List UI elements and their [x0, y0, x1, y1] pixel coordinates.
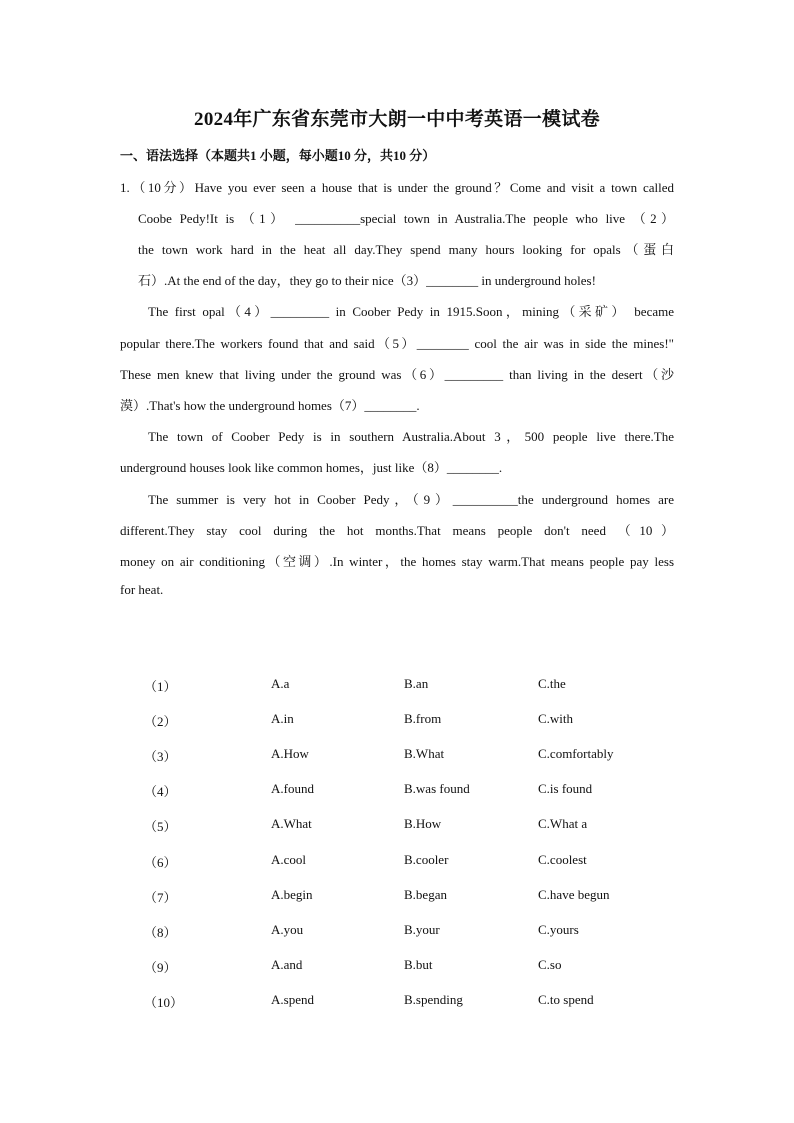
question-number: （1） [144, 679, 177, 694]
option-b: B.your [404, 922, 440, 937]
option-b: B.an [404, 676, 429, 691]
option-a: A.in [271, 711, 294, 726]
passage-line-14: for heat. [120, 582, 164, 597]
passage-line-7: These men knew that living under the ground was（6）_________ than living in the desert（沙 [120, 367, 674, 382]
option-c: C.so [538, 957, 562, 972]
passage-line-4: 石）.At the end of the day，they go to their nice（3）________ in underground holes! [138, 273, 596, 288]
passage-line-11: The summer is very hot in Coober Pedy，（9）__________the underground homes are [148, 492, 674, 507]
question-number: （8） [144, 925, 177, 940]
option-c: C.with [538, 711, 574, 726]
option-row [0, 816, 794, 836]
option-a: A.you [271, 922, 304, 937]
option-row [0, 887, 794, 907]
option-c: C.What a [538, 816, 588, 831]
passage-line-8: 漠）.That's how the underground homes（7）________. [120, 398, 420, 413]
option-b: B.spending [404, 992, 463, 1007]
option-b: B.cooler [404, 852, 449, 867]
option-a: A.What [271, 816, 312, 831]
passage-line-5: The first opal（4）_________ in Coober Pedy in 1915.Soon，mining（采矿） became [148, 304, 674, 319]
passage-line-12: different.They stay cool during the hot months.That means people don't need （10） [120, 523, 674, 538]
option-a: A.begin [271, 887, 313, 902]
option-row [0, 992, 794, 1012]
passage-line-13: money on air conditioning（空调）.In winter，the homes stay warm.That means people pay less [120, 554, 674, 569]
option-a: A.found [271, 781, 314, 796]
question-number: （6） [144, 855, 177, 870]
option-c: C.the [538, 676, 566, 691]
option-b: B.began [404, 887, 447, 902]
option-b: B.but [404, 957, 433, 972]
option-row [0, 711, 794, 731]
passage-line-9: The town of Coober Pedy is in southern Australia.About 3，500 people live there.The [148, 429, 674, 444]
passage-line-10: underground houses look like common homes，just like（8）________. [120, 460, 503, 475]
passage-line-3: the town work hard in the heat all day.They spend many hours looking for opals（蛋白 [138, 242, 674, 257]
option-c: C.comfortably [538, 746, 614, 761]
passage-line-6: popular there.The workers found that and said（5）________ cool the air was in side the mines!" [120, 336, 674, 351]
option-b: B.from [404, 711, 442, 726]
option-c: C.yours [538, 922, 579, 937]
option-b: B.What [404, 746, 445, 761]
option-c: C.is found [538, 781, 593, 796]
option-row [0, 957, 794, 977]
option-row [0, 676, 794, 696]
option-a: A.spend [271, 992, 314, 1007]
option-row [0, 746, 794, 766]
option-row [0, 852, 794, 872]
option-a: A.cool [271, 852, 307, 867]
option-a: A.and [271, 957, 303, 972]
exam-title: 2024年广东省东莞市大朗一中中考英语一模试卷 [194, 109, 600, 130]
option-b: B.was found [404, 781, 470, 796]
option-a: A.a [271, 676, 290, 691]
option-row [0, 922, 794, 942]
question-number: （2） [144, 714, 177, 729]
option-c: C.have begun [538, 887, 610, 902]
option-a: A.How [271, 746, 309, 761]
section-heading: 一、语法选择（本题共1 小题，每小题10 分，共10 分） [120, 148, 436, 163]
option-c: C.coolest [538, 852, 587, 867]
passage-line-1: 1.（10分）Have you ever seen a house that is under the ground？Come and visit a town called [120, 180, 674, 195]
question-number: （5） [144, 819, 177, 834]
option-c: C.to spend [538, 992, 594, 1007]
question-number: （4） [144, 784, 177, 799]
passage-line-2: Coobe Pedy!It is （1） __________special town in Australia.The people who live （2） [138, 211, 674, 226]
option-row [0, 781, 794, 801]
option-b: B.How [404, 816, 442, 831]
question-number: （7） [144, 890, 177, 905]
question-number: （3） [144, 749, 177, 764]
question-number: （10） [144, 995, 184, 1010]
question-number: （9） [144, 960, 177, 975]
